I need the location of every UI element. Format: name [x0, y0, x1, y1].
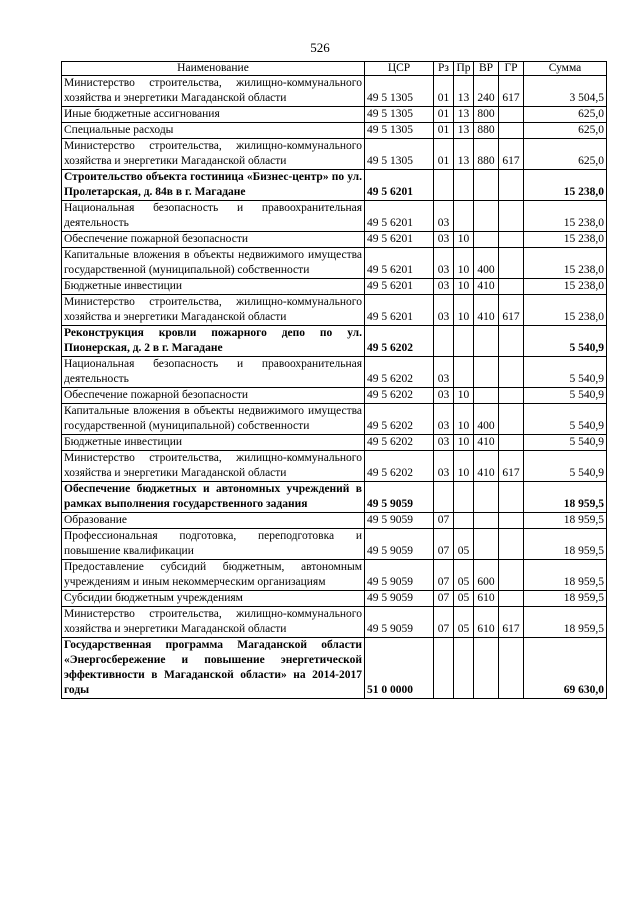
row-sum: 18 959,5 — [524, 591, 607, 607]
row-sum: 5 540,9 — [524, 326, 607, 357]
row-csr: 51 0 0000 — [365, 638, 434, 699]
table-row — [62, 404, 607, 435]
row-rz: 03 — [434, 232, 454, 248]
row-pr: 10 — [454, 232, 474, 248]
row-name: Обеспечение пожарной безопасности — [62, 232, 365, 248]
table-body — [62, 76, 607, 699]
row-vr: 800 — [474, 107, 499, 123]
row-csr: 49 5 6201 — [365, 279, 434, 295]
row-gr: 617 — [499, 76, 524, 107]
row-rz: 03 — [434, 357, 454, 388]
table-row — [62, 482, 607, 513]
row-vr — [474, 482, 499, 513]
row-name: Предоставление субсидий бюджетным, автономным учреждениям и иным некоммерческим организациям — [62, 560, 365, 591]
row-rz: 01 — [434, 139, 454, 170]
row-gr — [499, 591, 524, 607]
row-gr — [499, 482, 524, 513]
row-rz: 07 — [434, 607, 454, 638]
row-pr — [454, 482, 474, 513]
row-vr: 610 — [474, 607, 499, 638]
row-pr: 10 — [454, 404, 474, 435]
row-pr — [454, 357, 474, 388]
row-gr: 617 — [499, 295, 524, 326]
row-vr: 410 — [474, 295, 499, 326]
row-name: Реконструкция кровли пожарного депо по ул. Пионерская, д. 2 в г. Магадане — [62, 326, 365, 357]
header-rz: Рз — [434, 62, 454, 76]
table-row — [62, 435, 607, 451]
header-gr: ГР — [499, 62, 524, 76]
row-gr — [499, 201, 524, 232]
row-name: Министерство строительства, жилищно-коммунального хозяйства и энергетики Магаданской области — [62, 139, 365, 170]
row-name: Специальные расходы — [62, 123, 365, 139]
row-name: Министерство строительства, жилищно-коммунального хозяйства и энергетики Магаданской области — [62, 451, 365, 482]
row-name: Иные бюджетные ассигнования — [62, 107, 365, 123]
row-vr: 410 — [474, 435, 499, 451]
row-name: Субсидии бюджетным учреждениям — [62, 591, 365, 607]
row-pr — [454, 201, 474, 232]
row-csr: 49 5 9059 — [365, 513, 434, 529]
row-pr: 10 — [454, 388, 474, 404]
row-vr: 880 — [474, 123, 499, 139]
row-sum: 18 959,5 — [524, 560, 607, 591]
table-header-row — [62, 62, 607, 76]
row-csr: 49 5 6202 — [365, 451, 434, 482]
page-number: 526 — [310, 40, 330, 55]
row-name: Министерство строительства, жилищно-коммунального хозяйства и энергетики Магаданской области — [62, 295, 365, 326]
row-gr — [499, 404, 524, 435]
row-vr: 410 — [474, 451, 499, 482]
row-pr: 10 — [454, 435, 474, 451]
row-gr: 617 — [499, 139, 524, 170]
row-csr: 49 5 9059 — [365, 591, 434, 607]
row-rz: 03 — [434, 279, 454, 295]
row-csr: 49 5 6201 — [365, 248, 434, 279]
row-rz: 03 — [434, 404, 454, 435]
row-csr: 49 5 9059 — [365, 529, 434, 560]
row-vr: 880 — [474, 139, 499, 170]
row-vr — [474, 388, 499, 404]
row-pr — [454, 513, 474, 529]
row-rz: 03 — [434, 451, 454, 482]
row-sum: 18 959,5 — [524, 513, 607, 529]
budget-table — [61, 61, 607, 699]
row-rz: 03 — [434, 248, 454, 279]
row-csr: 49 5 9059 — [365, 482, 434, 513]
row-rz: 03 — [434, 295, 454, 326]
table-row — [62, 357, 607, 388]
row-csr: 49 5 9059 — [365, 560, 434, 591]
row-pr: 10 — [454, 295, 474, 326]
row-gr — [499, 638, 524, 699]
table-row — [62, 170, 607, 201]
row-sum: 15 238,0 — [524, 295, 607, 326]
row-rz: 03 — [434, 435, 454, 451]
row-rz: 07 — [434, 513, 454, 529]
row-name: Государственная программа Магаданской области «Энергосбережение и повышение энергетической эффективности в Магаданской области» на 2014-2017 годы — [62, 638, 365, 699]
row-name: Капитальные вложения в объекты недвижимого имущества государственной (муниципальной) собственности — [62, 248, 365, 279]
row-name: Бюджетные инвестиции — [62, 435, 365, 451]
row-csr: 49 5 6201 — [365, 295, 434, 326]
row-rz: 07 — [434, 529, 454, 560]
row-vr: 410 — [474, 279, 499, 295]
row-vr — [474, 170, 499, 201]
row-gr — [499, 279, 524, 295]
row-gr — [499, 357, 524, 388]
header-sum: Сумма — [524, 62, 607, 76]
row-rz — [434, 170, 454, 201]
row-vr: 600 — [474, 560, 499, 591]
row-name: Министерство строительства, жилищно-коммунального хозяйства и энергетики Магаданской области — [62, 76, 365, 107]
table-row — [62, 451, 607, 482]
header-vr: ВР — [474, 62, 499, 76]
table-row — [62, 139, 607, 170]
row-csr: 49 5 6202 — [365, 435, 434, 451]
row-name: Профессиональная подготовка, переподготовка и повышение квалификации — [62, 529, 365, 560]
row-csr: 49 5 1305 — [365, 107, 434, 123]
table-row — [62, 295, 607, 326]
row-sum: 3 504,5 — [524, 76, 607, 107]
row-vr — [474, 357, 499, 388]
row-gr — [499, 123, 524, 139]
row-vr — [474, 201, 499, 232]
row-rz — [434, 638, 454, 699]
row-name: Капитальные вложения в объекты недвижимого имущества государственной (муниципальной) собственности — [62, 404, 365, 435]
row-csr: 49 5 6202 — [365, 404, 434, 435]
row-csr: 49 5 6201 — [365, 232, 434, 248]
row-pr — [454, 170, 474, 201]
row-vr: 400 — [474, 248, 499, 279]
table-row — [62, 248, 607, 279]
row-sum: 5 540,9 — [524, 357, 607, 388]
row-pr — [454, 326, 474, 357]
row-sum: 18 959,5 — [524, 529, 607, 560]
row-name: Министерство строительства, жилищно-коммунального хозяйства и энергетики Магаданской области — [62, 607, 365, 638]
row-rz — [434, 482, 454, 513]
header-pr: Пр — [454, 62, 474, 76]
row-vr — [474, 529, 499, 560]
row-pr: 05 — [454, 607, 474, 638]
row-name: Образование — [62, 513, 365, 529]
row-sum: 5 540,9 — [524, 451, 607, 482]
row-pr: 13 — [454, 76, 474, 107]
row-csr: 49 5 1305 — [365, 123, 434, 139]
row-csr: 49 5 1305 — [365, 139, 434, 170]
row-gr: 617 — [499, 451, 524, 482]
table-row — [62, 279, 607, 295]
table-row — [62, 201, 607, 232]
row-csr: 49 5 1305 — [365, 76, 434, 107]
row-name: Бюджетные инвестиции — [62, 279, 365, 295]
row-sum: 15 238,0 — [524, 170, 607, 201]
table-row — [62, 107, 607, 123]
row-gr — [499, 170, 524, 201]
row-csr: 49 5 9059 — [365, 607, 434, 638]
row-sum: 69 630,0 — [524, 638, 607, 699]
row-vr — [474, 326, 499, 357]
row-csr: 49 5 6202 — [365, 388, 434, 404]
table-row — [62, 388, 607, 404]
row-name: Национальная безопасность и правоохранительная деятельность — [62, 201, 365, 232]
row-gr — [499, 529, 524, 560]
row-pr: 05 — [454, 529, 474, 560]
row-rz: 03 — [434, 201, 454, 232]
row-sum: 5 540,9 — [524, 404, 607, 435]
table-row — [62, 232, 607, 248]
row-gr — [499, 107, 524, 123]
row-pr: 10 — [454, 451, 474, 482]
row-gr — [499, 248, 524, 279]
row-gr — [499, 513, 524, 529]
row-sum: 5 540,9 — [524, 435, 607, 451]
row-rz: 01 — [434, 123, 454, 139]
row-rz — [434, 326, 454, 357]
table-row — [62, 76, 607, 107]
row-name: Обеспечение бюджетных и автономных учреждений в рамках выполнения государственного задания — [62, 482, 365, 513]
row-pr: 05 — [454, 560, 474, 591]
table-row — [62, 123, 607, 139]
row-pr: 13 — [454, 123, 474, 139]
row-name: Обеспечение пожарной безопасности — [62, 388, 365, 404]
row-sum: 15 238,0 — [524, 248, 607, 279]
row-sum: 625,0 — [524, 123, 607, 139]
row-sum: 18 959,5 — [524, 482, 607, 513]
row-vr: 400 — [474, 404, 499, 435]
row-sum: 15 238,0 — [524, 279, 607, 295]
table-row — [62, 638, 607, 699]
row-pr: 10 — [454, 248, 474, 279]
row-vr: 610 — [474, 591, 499, 607]
table-row — [62, 529, 607, 560]
row-gr — [499, 388, 524, 404]
header-name: Наименование — [62, 62, 365, 76]
row-sum: 15 238,0 — [524, 232, 607, 248]
row-gr: 617 — [499, 607, 524, 638]
row-name: Национальная безопасность и правоохранительная деятельность — [62, 357, 365, 388]
row-csr: 49 5 6201 — [365, 201, 434, 232]
row-pr: 13 — [454, 139, 474, 170]
row-pr: 05 — [454, 591, 474, 607]
row-gr — [499, 560, 524, 591]
table-row — [62, 560, 607, 591]
header-csr: ЦСР — [365, 62, 434, 76]
row-name: Строительство объекта гостиница «Бизнес-центр» по ул. Пролетарская, д. 84в в г. Магадане — [62, 170, 365, 201]
row-pr: 13 — [454, 107, 474, 123]
table-row — [62, 607, 607, 638]
row-sum: 15 238,0 — [524, 201, 607, 232]
row-rz: 01 — [434, 107, 454, 123]
row-pr: 10 — [454, 279, 474, 295]
row-pr — [454, 638, 474, 699]
row-rz: 07 — [434, 560, 454, 591]
row-vr: 240 — [474, 76, 499, 107]
row-sum: 18 959,5 — [524, 607, 607, 638]
row-gr — [499, 232, 524, 248]
row-gr — [499, 326, 524, 357]
row-sum: 5 540,9 — [524, 388, 607, 404]
row-csr: 49 5 6202 — [365, 357, 434, 388]
table-row — [62, 326, 607, 357]
row-rz: 07 — [434, 591, 454, 607]
row-sum: 625,0 — [524, 107, 607, 123]
row-csr: 49 5 6202 — [365, 326, 434, 357]
row-rz: 03 — [434, 388, 454, 404]
table-row — [62, 513, 607, 529]
table-row — [62, 591, 607, 607]
row-vr — [474, 513, 499, 529]
row-gr — [499, 435, 524, 451]
row-vr — [474, 638, 499, 699]
row-vr — [474, 232, 499, 248]
row-sum: 625,0 — [524, 139, 607, 170]
row-rz: 01 — [434, 76, 454, 107]
row-csr: 49 5 6201 — [365, 170, 434, 201]
